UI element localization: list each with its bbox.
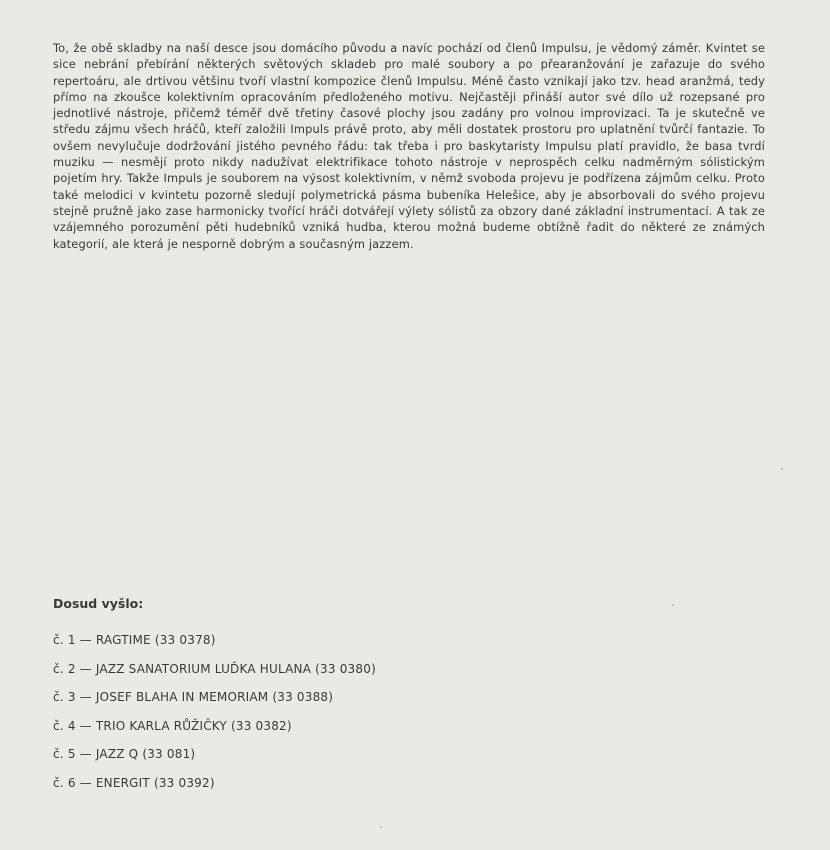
release-item: č. 1 — RAGTIME (33 0378) [53,633,216,647]
release-item: č. 4 — TRIO KARLA RŮŽIČKY (33 0382) [53,718,292,733]
paper-speck [781,468,783,470]
released-heading: Dosud vyšlo: [53,596,144,611]
release-item: č. 6 — ENERGIT (33 0392) [53,775,215,790]
paper-speck [380,826,382,828]
release-item: č. 5 — JAZZ Q (33 081) [53,747,196,762]
paper-speck [672,604,674,606]
body-paragraph: To, že obě skladby na naší desce jsou domácího původu a navíc pochází od členů Impulsu, je vědomý záměr. Kvintet se sice nebrání přebírání některých světových skladeb pro malé soubory a po přearanžování je zařazuje do svého repertoáru, ale drtivou většinu tvoří vlastní kompozice členů Impulsu. Méně často vznikají jako tzv. head aranžmá, tedy přímo na zkoušce kolektivním opracováním předloženého motivu. Nejčastěji přináší autor své dílo už rozepsané pro jednotlivé nástroje, přičemž téměř dvě třetiny časové plochy jsou zadány pro volnou improvizaci. Ta je skutečně ve středu zájmu všech hráčů, kteří založili Impuls právě proto, aby měli dostatek prostoru pro uplatnění tvůrčí fantazie. To ovšem nevylučuje dodržování jistého pevného řádu: tak třeba i pro baskytaristy Impulsu platí pravidlo, že basa tvrdí muziku — nesmějí proto nikdy nadužívat elektrifikace tohoto nástroje v neprospěch celku nadměrným sólistickým pojetím hry. Takže Impuls je souborem na výsost kolektivním, v němž svoboda projevu je podřízena zájmům celku. Proto také melodici v kvintetu pozorně sledují polymetrická pásma bubeníka Helešice, aby je absorbovali do svého projevu stejně pružně jako zase harmonicky tvořící hráči dotvářejí výlety sólistů za obzory dané základní instrumentací. A tak ze vzájemného porozumění pěti hudebníků vzniká hudba, kterou možná budeme obtížně řadit do některé ze známých kategorií, ale která je nesporně dobrým a současným jazzem. [53,41,765,251]
release-item: č. 3 — JOSEF BLAHA IN MEMORIAM (33 0388) [53,690,334,705]
release-list [53,631,376,803]
release-item: č. 2 — JAZZ SANATORIUM LUĎKA HULANA (33 0380) [53,661,376,676]
